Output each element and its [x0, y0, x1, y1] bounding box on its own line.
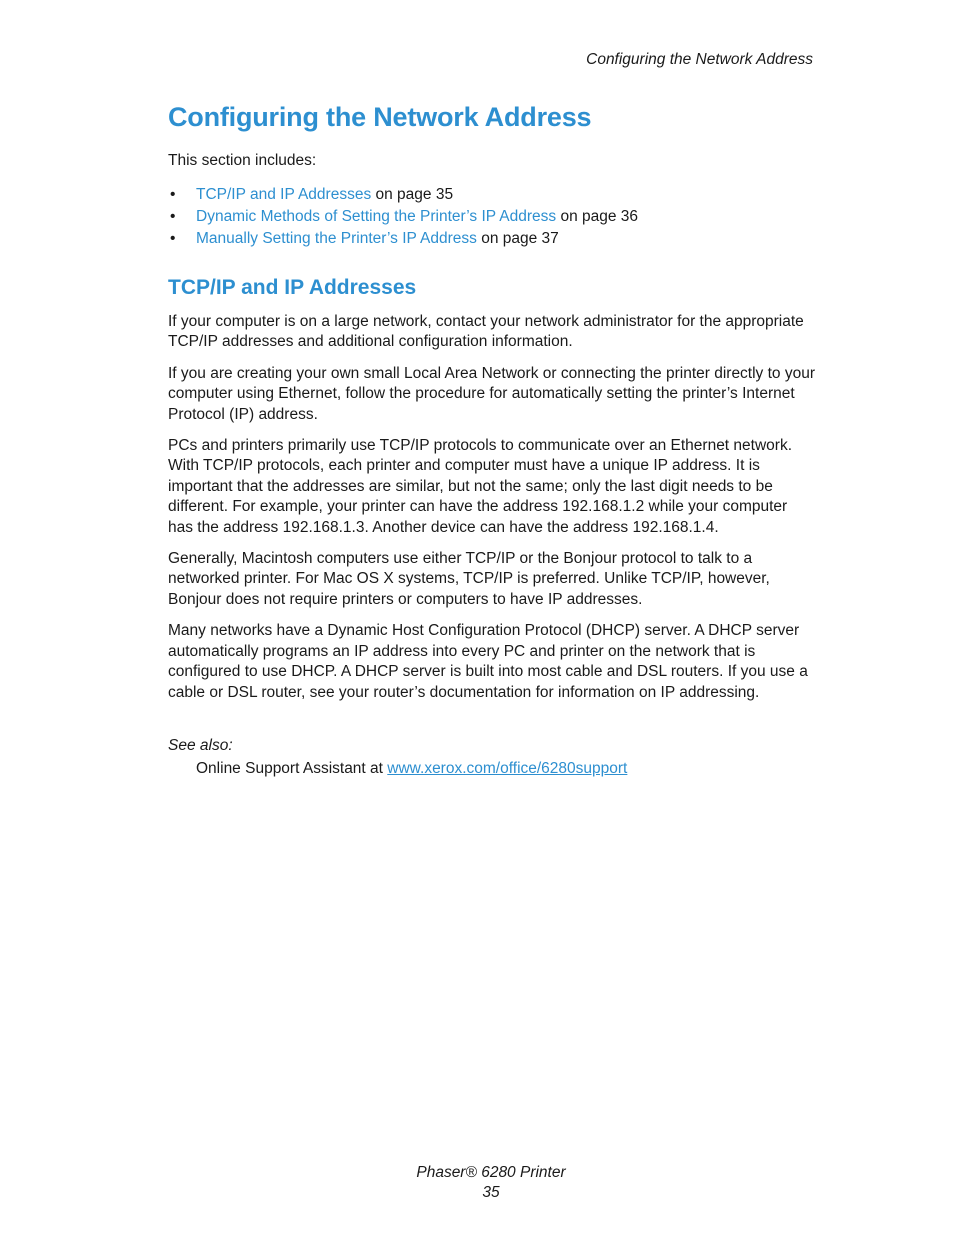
page-footer [0, 1163, 954, 1203]
see-also-item [196, 760, 816, 778]
toc-page-ref: on page 35 [371, 186, 454, 203]
body-paragraph: PCs and printers primarily use TCP/IP protocols to communicate over an Ethernet network. With TCP/IP protocols, each printer and computer must have a unique IP address. It is important that the addresses are similar, but not the same; only the last digit needs to be different. For example, your printer can have the address 192.168.1.2 while your computer has the address 192.168.1.3. Another device can have the address 192.168.1.4. [168, 437, 793, 536]
footer-product: Phaser® 6280 Printer [416, 1164, 566, 1181]
toc-page-ref: on page 37 [476, 230, 559, 247]
body-paragraph: Generally, Macintosh computers use either TCP/IP or the Bonjour protocol to talk to a networked printer. For Mac OS X systems, TCP/IP is preferred. Unlike TCP/IP, however, Bonjour does not require printers or computers to have IP addresses. [168, 550, 770, 608]
toc-link-tcpip[interactable]: TCP/IP and IP Addresses [196, 186, 372, 203]
running-header: Configuring the Network Address [586, 51, 813, 68]
body-paragraph: If your computer is on a large network, contact your network administrator for the appropriate TCP/IP addresses and additional configuration information. [168, 313, 804, 351]
page-content [168, 102, 816, 778]
support-link[interactable]: www.xerox.com/office/6280support [387, 759, 628, 777]
section-title: TCP/IP and IP Addresses [168, 276, 417, 299]
toc-page-ref: on page 36 [556, 208, 639, 225]
bullet-icon: • [170, 208, 176, 225]
footer-page-number: 35 [482, 1184, 500, 1201]
body-paragraph: If you are creating your own small Local Area Network or connecting the printer directly to your computer using Ethernet, follow the procedure for automatically setting the printer’s Internet Protocol (IP) address. [168, 364, 816, 423]
toc-item [168, 184, 816, 206]
section-toc [168, 184, 816, 250]
toc-link-manual-setting[interactable]: Manually Setting the Printer’s IP Address [196, 230, 477, 247]
page-title: Configuring the Network Address [168, 102, 592, 132]
see-also-label: See also: [168, 736, 233, 754]
body-paragraph: Many networks have a Dynamic Host Configuration Protocol (DHCP) server. A DHCP server automatically programs an IP address into every PC and printer on the network that is configured to use DHCP. A DHCP server is built into most cable and DSL routers. If you use a cable or DSL router, see your router’s documentation for information on IP addressing. [168, 622, 808, 701]
intro-text: This section includes: [168, 152, 317, 169]
toc-item [168, 228, 816, 250]
bullet-icon: • [170, 230, 176, 247]
bullet-icon: • [170, 186, 176, 203]
toc-link-dynamic-methods[interactable]: Dynamic Methods of Setting the Printer’s IP Address [196, 208, 557, 225]
toc-item [168, 206, 816, 228]
see-also-text: Online Support Assistant at [196, 759, 388, 777]
